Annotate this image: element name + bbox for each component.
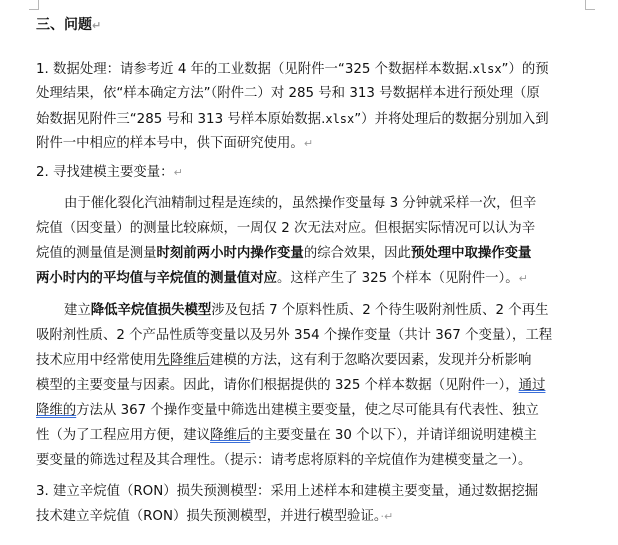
- paragraph-2-line-2: 由于催化裂化汽油精制过程是连续的，虽然操作变量每 3 分钟就采样一次，但辛: [64, 196, 537, 211]
- paragraph-2-line-4: 烷值的测量值是测量时刻前两小时内操作变量的综合效果，因此预处理中取操作变量: [36, 246, 532, 261]
- margin-corner-mark-right: [585, 0, 595, 10]
- paragraph-1-line-2: 处理结果，依“样本确定方法”（附件二）对 285 号和 313 号数据样本进行预处理（原: [36, 86, 540, 101]
- paragraph-3-line-6: 性（为了工程应用方便，建议降维后的主要变量在 30 个以下），并请详细说明建模主: [36, 428, 537, 443]
- paragraph-mark: ↵: [384, 510, 394, 523]
- paragraph-2-line-5: 两小时内的平均值与辛烷值的测量值对应。这样产生了 325 个样本（见附件一）。↵: [36, 271, 528, 286]
- paragraph-3-line-5: 降维的方法从 367 个操作变量中筛选出建模主要变量，使之尽可能具有代表性、独立: [36, 403, 539, 418]
- paragraph-2-line-1: 2. 寻找建模主要变量：↵: [36, 165, 183, 180]
- paragraph-3-line-7: 要变量的筛选过程及其合理性。（提示：请考虑将原料的辛烷值作为建模变量之一）。: [36, 453, 532, 468]
- paragraph-3-line-3: 技术应用中经常使用先降维后建模的方法，这有利于忽略次要因素，发现并分析影响: [36, 353, 532, 368]
- paragraph-4-line-1: 3. 建立辛烷值（RON）损失预测模型：采用上述样本和建模主要变量，通过数据挖掘: [36, 484, 539, 499]
- paragraph-1-line-4: 附件一中相应的样本号中，供下面研究使用。↵: [36, 136, 314, 151]
- section-heading: 三、问题↵: [36, 17, 102, 33]
- paragraph-3-line-1: 建立降低辛烷值损失模型涉及包括 7 个原料性质、2 个待生吸附剂性质、2 个再生: [64, 303, 549, 318]
- paragraph-1-line-3: 始数据见附件三“285 号和 313 号样本原始数据.xlsx”）并将处理后的数据分别加入到: [36, 112, 549, 127]
- paragraph-2-line-3: 烷值（因变量）的测量比较麻烦，一周仅 2 次无法对应。但根据实际情况可以认为辛: [36, 221, 536, 236]
- paragraph-4-line-2: 技术建立辛烷值（RON）损失预测模型，并进行模型验证。·↵: [36, 509, 394, 524]
- paragraph-mark: ↵: [92, 19, 102, 32]
- paragraph-mark: ↵: [303, 137, 314, 150]
- space-mark: ·: [380, 510, 385, 523]
- paragraph-1-line-1: 1. 数据处理：请参考近 4 年的工业数据（见附件一“325 个数据样本数据.xlsx”）的预: [36, 62, 549, 77]
- margin-corner-mark-left: [29, 0, 39, 10]
- paragraph-mark: ↵: [173, 166, 183, 179]
- paragraph-3-line-4: 模型的主要变量与因素。因此，请你们根据提供的 325 个样本数据（见附件一），通过: [36, 378, 546, 393]
- paragraph-mark: ↵: [518, 272, 528, 285]
- paragraph-3-line-2: 吸附剂性质、2 个产品性质等变量以及另外 354 个操作变量（共计 367 个变量），工程: [36, 328, 553, 343]
